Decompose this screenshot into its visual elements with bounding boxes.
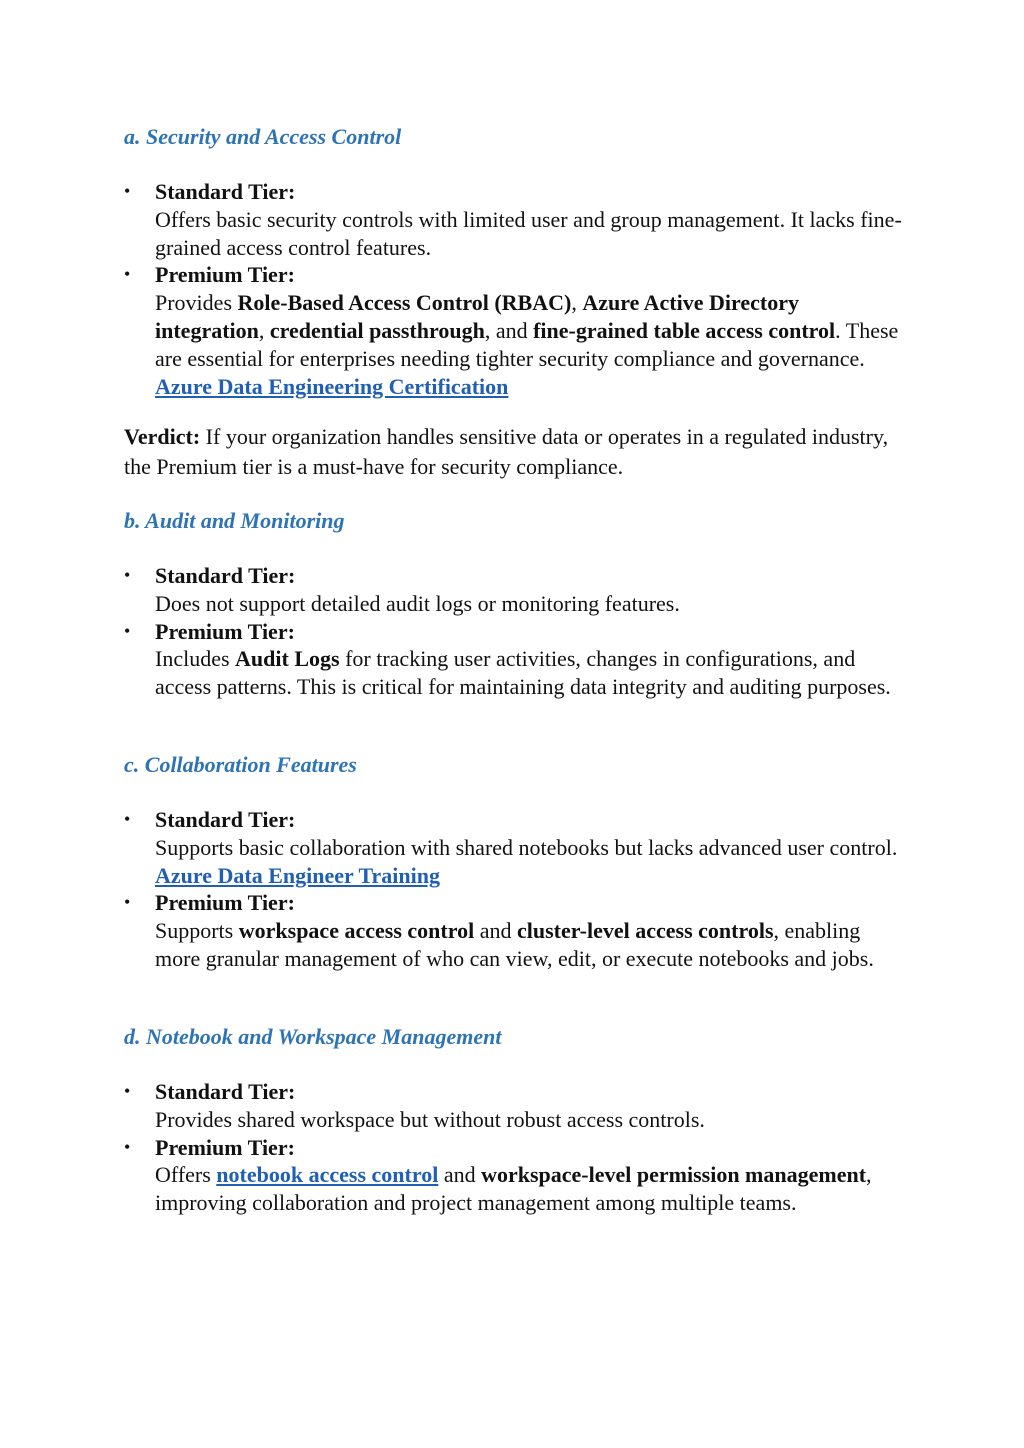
text-run: , and (484, 317, 534, 343)
bullet-icon: • (124, 1081, 131, 1101)
bullet-icon: • (124, 892, 131, 913)
verdict-text: If your organization handles sensitive data or operates in a regulated industry, the Premium tier is a must-have for security compliance. (124, 424, 889, 480)
list-item-standard-tier (124, 562, 904, 618)
bold-text: workspace-level permission management (481, 1162, 867, 1188)
bold-text: cluster-level access controls (516, 918, 774, 944)
azure-data-engineering-certification-link[interactable]: Azure Data Engineering Certification (155, 373, 509, 399)
tier-label: Premium Tier: (155, 262, 295, 288)
tier-label: Standard Tier: (155, 1079, 296, 1104)
text-run: Provides (155, 290, 238, 316)
section-security-access-control (124, 124, 904, 482)
list-item-standard-tier (124, 1078, 904, 1134)
section-heading: d. Notebook and Workspace Management (124, 1024, 502, 1049)
tier-description (155, 645, 904, 701)
bullet-icon: • (124, 809, 131, 829)
section-heading: b. Audit and Monitoring (124, 508, 345, 533)
list-item-premium-tier (124, 261, 904, 400)
section-audit-monitoring (124, 508, 904, 701)
tier-label: Standard Tier: (155, 807, 296, 832)
tier-list (124, 562, 904, 701)
text-run: , (571, 290, 583, 316)
text-run: , improving collaboration and project management among multiple teams. (155, 1162, 872, 1216)
tier-label: Premium Tier: (155, 1134, 295, 1160)
text-run: and (438, 1162, 482, 1188)
bullet-icon: • (124, 620, 131, 641)
list-item-standard-tier (124, 178, 904, 261)
tier-list (124, 178, 904, 400)
text-run: Includes (155, 646, 236, 672)
text-run: . These are essential for enterprises needing tighter security compliance and governance. (155, 317, 899, 371)
tier-description (155, 289, 904, 400)
bullet-icon: • (124, 181, 131, 201)
tier-description: Provides shared workspace but without robust access controls. (155, 1106, 705, 1132)
tier-label: Standard Tier: (155, 563, 296, 588)
bold-text: credential passthrough (269, 317, 485, 343)
tier-label: Premium Tier: (155, 618, 295, 644)
text-run: Offers (155, 1162, 217, 1188)
section-heading: c. Collaboration Features (124, 752, 357, 777)
verdict-paragraph (124, 422, 904, 482)
tier-description: Does not support detailed audit logs or monitoring features. (155, 590, 680, 616)
text-run: , enabling more granular management of who can view, edit, or execute notebooks and jobs. (155, 918, 874, 971)
section-collaboration-features (124, 752, 904, 973)
bold-text: Role-Based Access Control (RBAC) (237, 290, 572, 316)
tier-description: Offers basic security controls with limited user and group management. It lacks fine-grained access control features. (155, 206, 902, 260)
tier-description (155, 834, 904, 890)
text-run: for tracking user activities, changes in configurations, and access patterns. This is critical for maintaining data integrity and auditing purposes. (155, 646, 891, 700)
tier-description (155, 1161, 904, 1217)
tier-description (155, 917, 904, 973)
tier-list (124, 1078, 904, 1217)
tier-label: Premium Tier: (155, 890, 295, 916)
notebook-access-control-link[interactable]: notebook access control (216, 1162, 439, 1188)
bold-text: Azure Active Directory integration (155, 290, 799, 343)
section-heading: a. Security and Access Control (124, 124, 402, 149)
text-run: Supports basic collaboration with shared notebooks but lacks advanced user control. (155, 834, 898, 860)
bold-text: Audit Logs (235, 646, 340, 672)
bold-text: workspace access control (238, 918, 475, 944)
verdict-label: Verdict: (124, 424, 201, 450)
section-notebook-workspace-management (124, 1024, 904, 1217)
text-run: Supports (155, 918, 239, 944)
text-run: and (474, 918, 517, 944)
bullet-icon: • (124, 264, 131, 285)
bullet-icon: • (124, 1136, 131, 1157)
list-item-premium-tier (124, 889, 904, 972)
azure-data-engineer-training-link[interactable]: Azure Data Engineer Training (155, 862, 440, 888)
text-run: , (258, 317, 270, 343)
bullet-icon: • (124, 565, 131, 585)
list-item-standard-tier (124, 806, 904, 889)
list-item-premium-tier (124, 618, 904, 701)
tier-list (124, 806, 904, 973)
list-item-premium-tier (124, 1134, 904, 1217)
tier-label: Standard Tier: (155, 179, 296, 204)
bold-text: fine-grained table access control (533, 317, 836, 343)
